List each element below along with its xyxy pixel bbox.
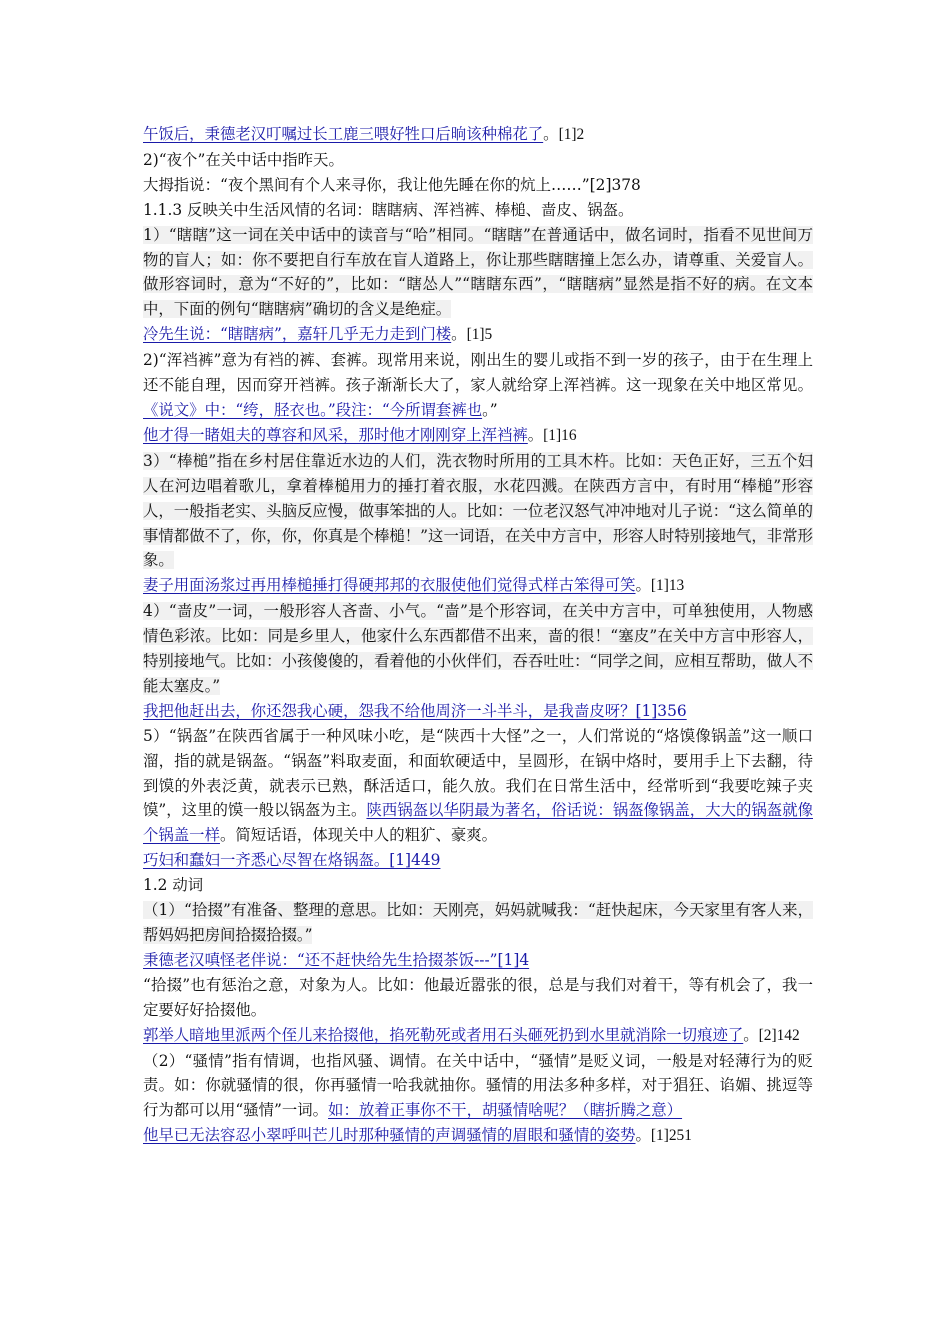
paragraph-tail: 。简短话语，体现关中人的粗犷、豪爽。 [219,826,498,845]
quote-link[interactable]: 我把他赶出去，你还怨我心硬，怨我不给他周济一斗半斗，是我啬皮呀？[1]356 [143,701,687,720]
paragraph-text: 2)“浑裆裤”意为有裆的裤、套裤。现常用来说，刚出生的婴儿或指不到一岁的孩子，由于在生理上还不能自理，因而穿开裆裤。孩子渐渐长大了，家人就给穿上浑裆裤。这一现象在关中地区常见。 [143,351,813,395]
quote-paragraph [143,948,813,973]
body-paragraph: 大拇指说：“夜个黑间有个人来寻你，我让他先睡在你的炕上……”[2]378 [143,175,641,194]
section-heading: 1.1.3 反映关中生活风情的名词：瞎瞎病、浑裆裤、棒槌、啬皮、锅盔。 [143,200,634,219]
quote-paragraph [143,573,813,599]
paragraph-text: （2）“骚情”指有情调，也指风骚、调情。在关中话中，“骚情”是贬义词，一般是对轻薄行为的贬责。如：你就骚情的很，你再骚情一哈我就抽你。骚情的用法多种多样，对于猖狂、谄媚、挑逗等行为都可以用“骚情”一词。 [143,1051,813,1120]
paragraph-text: 1）“瞎瞎”这一词在关中话中的读音与“哈”相同。“瞎瞎”在普通话中，做名词时，指看不见世间万物的盲人；如：你不要把自行车放在盲人道路上，你让那些瞎瞎撞上怎么办，请尊重、关爱盲人。做形容词时，意为“不好的”，比如：“瞎怂人”“瞎瞎东西”，“瞎瞎病”显然是指不好的病。在文本中，下面的例句“瞎瞎病”确切的含义是绝症。 [143,225,813,319]
body-paragraph [143,1049,813,1124]
body-paragraph [143,898,813,948]
paragraph-text: 5）“锅盔”在陕西省属于一种风味小吃，是“陕西十大怪”之一，人们常说的“烙馍像锅盖”这一顺口溜，指的就是锅盔。“锅盔”料取麦面，和面软硬适中，呈圆形，在锅中烙时，要用手上下去翻，待到馍的外表泛黄，就表示已熟，酥活适口，能久放。我们在日常生活中，经常听到“我要吃辣子夹馍”，这里的馍一般以锅盔为主。 [143,726,813,820]
citation-ref: 。[1]5 [451,326,493,344]
quote-link[interactable]: 妻子用面汤浆过再用棒槌捶打得硬邦邦的衣服使他们觉得式样古笨得可笑 [143,576,636,595]
quote-link[interactable]: 他才得一睹姐夫的尊容和风采，那时他才刚刚穿上浑裆裤 [143,425,528,444]
citation-ref: 。[2]142 [743,1026,800,1044]
quote-link[interactable]: 午饭后，秉德老汉叮嘱过长工鹿三喂好牲口后晌该种棉花了 [143,125,544,143]
section-heading: 1.2 动词 [143,876,204,895]
quote-link[interactable]: 他早已无法容忍小翠呼叫芒儿时那种骚情的声调骚情的眉眼和骚情的姿势 [143,1126,636,1145]
quote-paragraph [143,848,813,873]
body-paragraph [143,223,813,323]
citation-ref: 。[1]13 [635,577,685,595]
quote-paragraph [143,1123,813,1149]
paragraph-text: 4）“啬皮”一词，一般形容人吝啬、小气。“啬”是个形容词，在关中方言中，可单独使用，人物感情色彩浓。比如：同是乡里人，他家什么东西都借不出来，啬的很！“塞皮”在关中方言中形容人，特别接地气。比如：小孩傻傻的，看着他的小伙伴们，吞吞吐吐：“同学之间，应相互帮助，做人不能太塞皮。” [143,602,813,695]
paragraph-tail: 。” [482,400,498,419]
quote-paragraph [143,1023,813,1049]
quote-link[interactable]: 如：放着正事你不干，胡骚情啥呢？（瞎折腾之意） [328,1101,683,1120]
quote-paragraph [143,122,813,148]
paragraph-text: 3）“棒槌”指在乡村居住靠近水边的人们，洗衣物时所用的工具木杵。比如：天色正好，三五个妇人在河边唱着歌儿，拿着棒槌用力的捶打着衣服，水花四溅。在陕西方言中，有时用“棒槌”形容人，一般指老实、头脑反应慢，做事笨拙的人。比如：一位老汉怒气冲冲地对儿子说：“这么简单的事情都做不了，你，你，你真是个棒槌！”这一词语，在关中方言中，形容人时特别接地气，非常形象。 [143,451,813,570]
body-paragraph [143,348,813,423]
quote-link[interactable]: 陕西锅盔以华阴最为著名，俗话说：锅盔像锅盖，大大的锅盔就像个锅盖一样 [143,801,813,845]
document-body [143,122,813,1149]
quote-link[interactable]: 巧妇和蠢妇一齐悉心尽智在烙锅盔。[1]449 [143,851,441,870]
paragraph-text: （1）“拾掇”有准备、整理的意思。比如：天刚亮，妈妈就喊我：“赶快起床，今天家里有客人来，帮妈妈把房间拾掇拾掇。” [143,901,813,944]
body-paragraph: “拾掇”也有惩治之意，对象为人。比如：他最近嚣张的很，总是与我们对着干，等有机会了，我一定要好好拾掇他。 [143,975,813,1019]
quote-link[interactable]: 《说文》中：“绔，胫衣也。”段注：“今所谓套裤也 [143,400,483,419]
citation-ref: 。[1]251 [635,1127,692,1145]
quote-link[interactable]: 冷先生说：“瞎瞎病”，嘉轩几乎无力走到门楼 [143,325,452,344]
citation-ref: 。[1]16 [527,426,577,444]
citation-ref: 。[1]2 [543,126,585,143]
quote-paragraph [143,322,813,348]
quote-paragraph [143,699,813,724]
body-paragraph [143,599,813,699]
quote-paragraph [143,423,813,449]
body-paragraph [143,724,813,849]
quote-link[interactable]: 郭举人暗地里派两个侄儿来拾掇他，掐死勒死或者用石头砸死扔到水里就消除一切痕迹了 [143,1025,744,1044]
quote-link[interactable]: 秉德老汉嗔怪老伴说：“还不赶快给先生拾掇茶饭---”[1]4 [143,950,530,969]
body-paragraph [143,449,813,574]
body-paragraph: 2)“夜个”在关中话中指昨天。 [143,150,344,169]
